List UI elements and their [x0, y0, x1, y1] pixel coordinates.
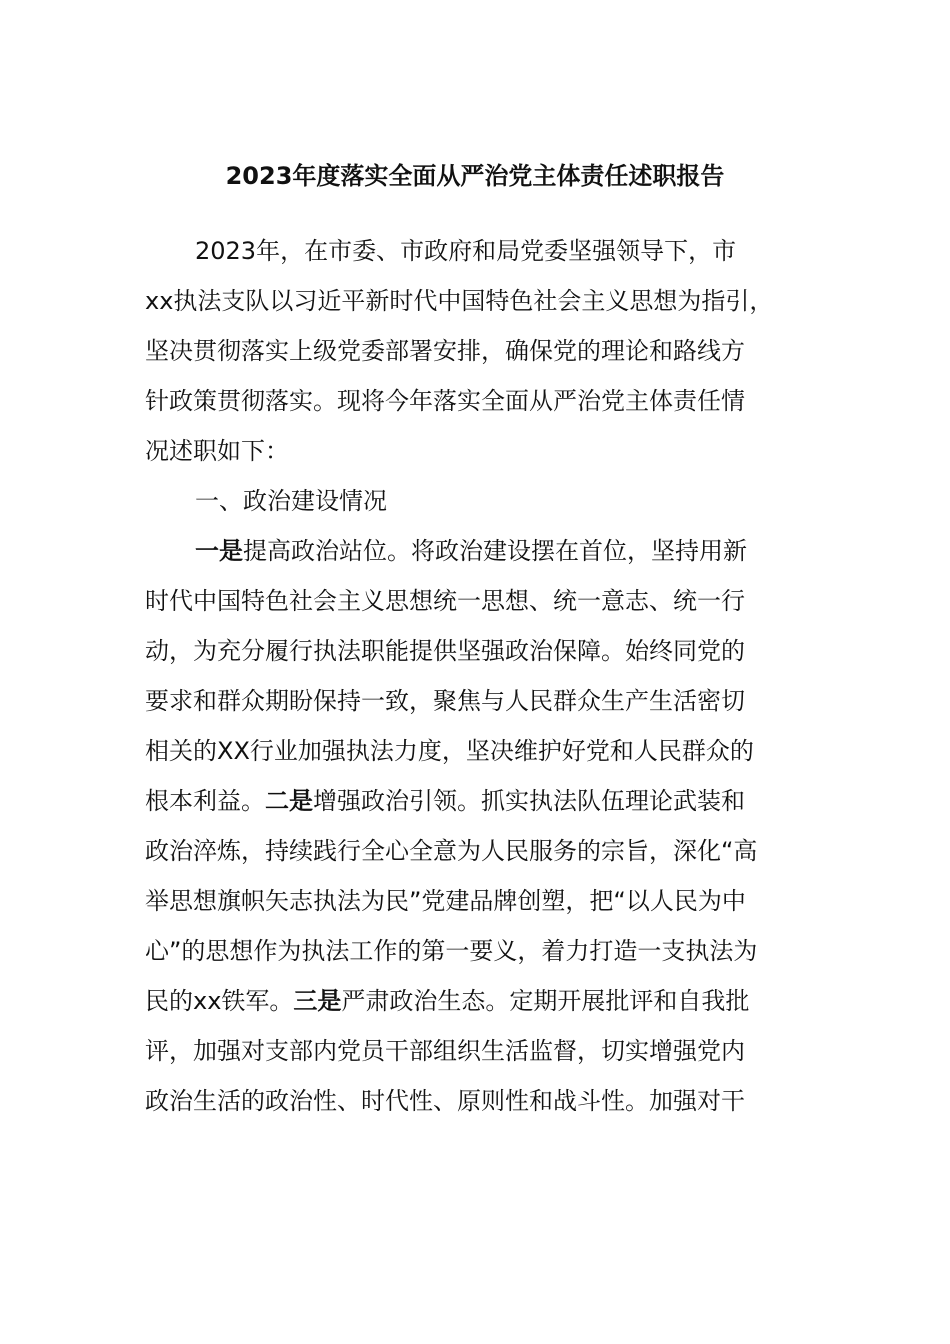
body-line [145, 528, 810, 578]
body-text-segment: 相关的XX行业加强执法力度，坚决维护好党和人民群众的 [145, 737, 754, 765]
body-line [145, 378, 810, 428]
body-text-segment: 况述职如下： [145, 437, 289, 465]
body-line [145, 328, 810, 378]
body-line [145, 628, 810, 678]
body-text-segment: xx执法支队以习近平新时代中国特色社会主义思想为指引， [145, 287, 774, 315]
body-line [145, 428, 810, 478]
body-line [145, 878, 810, 928]
body-line [145, 928, 810, 978]
body-text-segment: 评，加强对支部内党员干部组织生活监督，切实增强党内 [145, 1037, 745, 1065]
body-line [145, 1078, 810, 1128]
body-text-segment: 严肃政治生态。定期开展批评和自我批 [341, 987, 750, 1015]
body-line [145, 678, 810, 728]
body-line [145, 828, 810, 878]
body-text-segment: 要求和群众期盼保持一致，聚焦与人民群众生产生活密切 [145, 687, 745, 715]
body-text-segment: 动，为充分履行执法职能提供坚强政治保障。始终同党的 [145, 637, 745, 665]
bold-lead-phrase: 二是 [265, 787, 313, 815]
body-line [145, 228, 810, 278]
body-line [145, 278, 810, 328]
document-body [145, 228, 810, 1128]
document-title: 2023年度落实全面从严治党主体责任述职报告 [225, 162, 725, 190]
body-text-segment: 政治生活的政治性、时代性、原则性和战斗性。加强对干 [145, 1087, 745, 1115]
body-text-segment: 坚决贯彻落实上级党委部署安排，确保党的理论和路线方 [145, 337, 745, 365]
body-line [145, 1028, 810, 1078]
bold-lead-phrase: 三是 [293, 987, 342, 1015]
bold-lead-phrase: 一是 [195, 537, 243, 565]
body-text-segment: 民的xx铁军。 [145, 987, 294, 1015]
body-text-segment: 增强政治引领。抓实执法队伍理论武装和 [313, 787, 745, 815]
body-line [145, 778, 810, 828]
body-line [145, 978, 810, 1028]
body-text-segment: 时代中国特色社会主义思想统一思想、统一意志、统一行 [145, 587, 745, 615]
body-text-segment: 政治淬炼，持续践行全心全意为人民服务的宗旨，深化“高 [145, 837, 758, 865]
body-line [145, 478, 810, 528]
body-text-segment: 提高政治站位。将政治建设摆在首位，坚持用新 [243, 537, 747, 565]
body-text-segment: 根本利益。 [145, 787, 265, 815]
body-text-segment: 针政策贯彻落实。现将今年落实全面从严治党主体责任情 [145, 387, 745, 415]
body-line [145, 578, 810, 628]
body-text-segment: 2023年，在市委、市政府和局党委坚强领导下，市 [195, 237, 737, 265]
body-text-segment: 举思想旗帜矢志执法为民”党建品牌创塑，把“以人民为中 [145, 887, 746, 915]
body-line [145, 728, 810, 778]
body-text-segment: 一、政治建设情况 [195, 487, 387, 515]
body-text-segment: 心”的思想作为执法工作的第一要义，着力打造一支执法为 [145, 937, 758, 965]
